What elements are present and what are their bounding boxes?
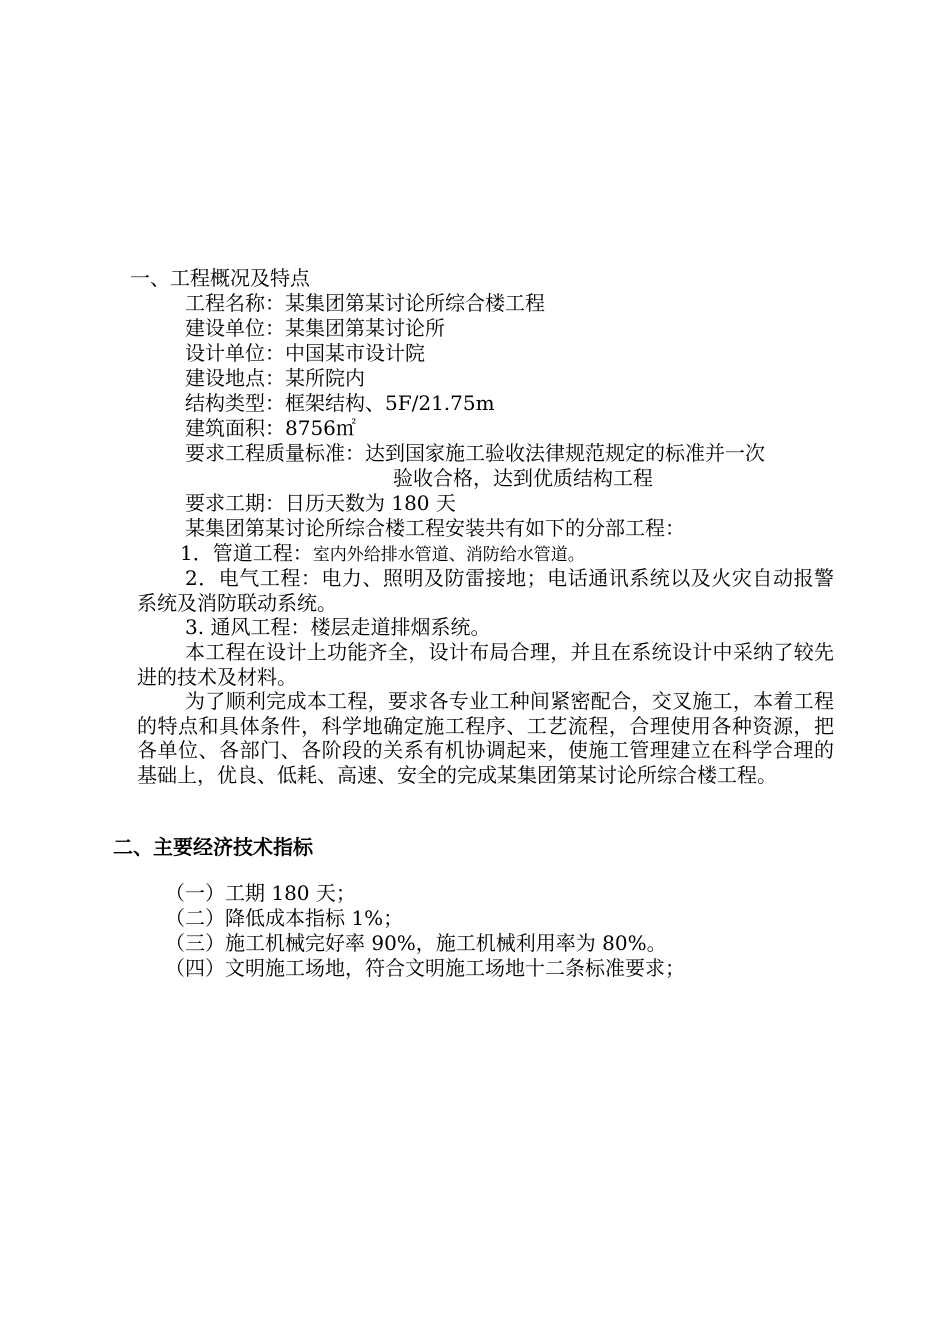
quality-standard-line1: 要求工程质量标准：达到国家施工验收法律规范规定的标准并一次 (185, 441, 765, 465)
paragraph-organization: 为了顺利完成本工程，要求各专业工种间紧密配合，交叉施工，本着工程的特点和具体条件，科学地确定施工程序、工艺流程，合理使用各种资源，把各单位、各部门、各阶段的关系有机协调起来，使施工管理建立在科学合理的基础上，优良、低耗、高速、安全的完成某集团第某讨论所综合楼工程。 (137, 689, 834, 787)
section2-heading: 二、主要经济技术指标 (113, 835, 313, 859)
subsection-item-2: 2．电气工程：电力、照明及防雷接地；电话通讯系统以及火灾自动报警系统及消防联动系统。 (137, 566, 834, 615)
subsection-item-1 (180, 541, 585, 567)
structure-type: 结构类型：框架结构、5F/21.75m (185, 391, 495, 415)
indicator-item-2: （二）降低成本指标 1%； (165, 906, 404, 930)
subsection-item-3: 3. 通风工程：楼层走道排烟系统。 (185, 615, 491, 639)
design-unit: 设计单位：中国某市设计院 (185, 341, 425, 365)
indicator-item-3: （三）施工机械完好率 90%，施工机械利用率为 80%。 (165, 931, 667, 955)
subsection-intro: 某集团第某讨论所综合楼工程安装共有如下的分部工程： (185, 516, 685, 540)
construction-site: 建设地点：某所院内 (185, 366, 365, 390)
indicator-item-1: （一）工期 180 天； (165, 881, 356, 905)
owner-unit: 建设单位：某集团第某讨论所 (185, 316, 445, 340)
section1-heading: 一、工程概况及特点 (130, 266, 310, 290)
construction-period: 要求工期：日历天数为 180 天 (185, 491, 456, 515)
project-name: 工程名称：某集团第某讨论所综合楼工程 (185, 291, 545, 315)
quality-standard-line2: 验收合格，达到优质结构工程 (393, 466, 653, 490)
subsection-item-1-text: 室内外给排水管道、消防给水管道。 (312, 545, 585, 565)
building-area: 建筑面积：8756㎡ (185, 416, 356, 440)
indicator-item-4: （四）文明施工场地，符合文明施工场地十二条标准要求； (165, 956, 685, 980)
subsection-item-1-label: 1．管道工程： (180, 541, 313, 565)
paragraph-design: 本工程在设计上功能齐全，设计布局合理，并且在系统设计中采纳了较先进的技术及材料。 (137, 640, 834, 689)
